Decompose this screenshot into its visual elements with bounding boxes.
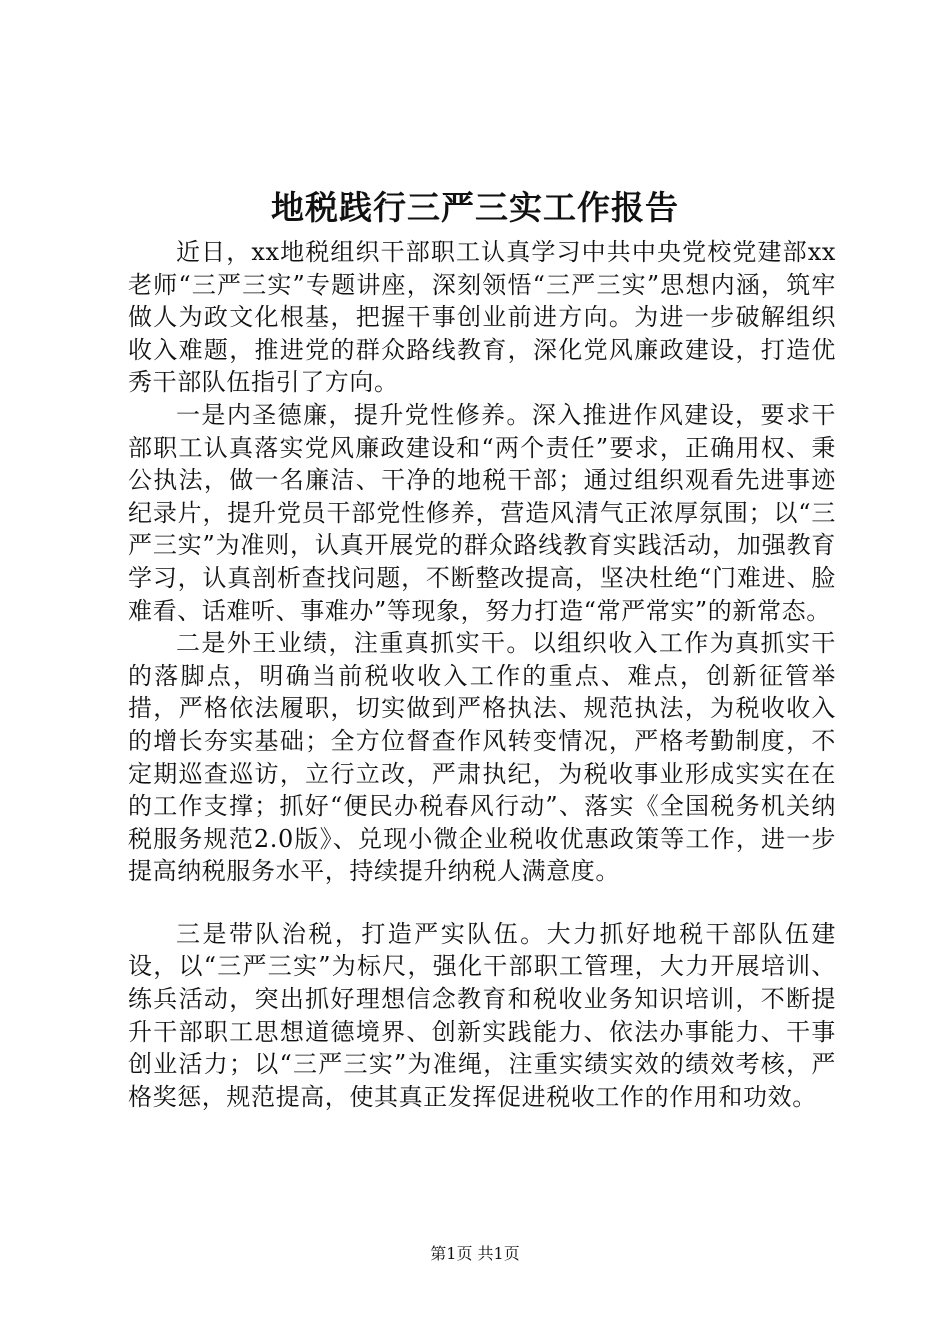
paragraph-point-two: 二是外王业绩，注重真抓实干。以组织收入工作为真抓实干的落脚点，明确当前税收收入工作的重点、难点，创新征管举措，严格依法履职，切实做到严格执法、规范执法，为税收收入的增长夯实基础；全方位督查作风转变情况，严格考勤制度，不定期巡查巡访，立行立改，严肃执纪，为税收事业形成实实在在的工作支撑；抓好“便民办税春风行动”、落实《全国税务机关纳税服务规范2.0版》、兑现小微企业税收优惠政策等工作，进一步提高纳税服务水平，持续提升纳税人满意度。 [128, 629, 836, 886]
paragraph-intro: 近日，xx地税组织干部职工认真学习中共中央党校党建部xx老师“三严三实”专题讲座，深刻领悟“三严三实”思想内涵，筑牢做人为政文化根基，把握干事创业前进方向。为进一步破解组织收入难题，推进党的群众路线教育，深化党风廉政建设，打造优秀干部队伍指引了方向。 [128, 238, 836, 397]
paragraph-point-one: 一是内圣德廉，提升党性修养。深入推进作风建设，要求干部职工认真落实党风廉政建设和“两个责任”要求，正确用权、秉公执法，做一名廉洁、干净的地税干部；通过组织观看先进事迹纪录片，提升党员干部党性修养，营造风清气正浓厚氛围；以“三严三实”为准则，认真开展党的群众路线教育实践活动，加强教育学习，认真剖析查找问题，不断整改提高，坚决杜绝“门难进、脸难看、话难听、事难办”等现象，努力打造“常严常实”的新常态。 [128, 400, 836, 625]
paragraph-point-three: 三是带队治税，打造严实队伍。大力抓好地税干部队伍建设，以“三严三实”为标尺，强化干部职工管理，大力开展培训、练兵活动，突出抓好理想信念教育和税收业务知识培训，不断提升干部职工思想道德境界、创新实践能力、依法办事能力、干事创业活力；以“三严三实”为准绳，注重实绩实效的绩效考核，严格奖惩，规范提高，使其真正发挥促进税收工作的作用和功效。 [128, 919, 836, 1111]
page-number-footer: 第1页 共1页 [430, 1244, 520, 1263]
document-body [128, 236, 836, 1113]
document-title: 地税践行三严三实工作报告 [271, 188, 679, 227]
